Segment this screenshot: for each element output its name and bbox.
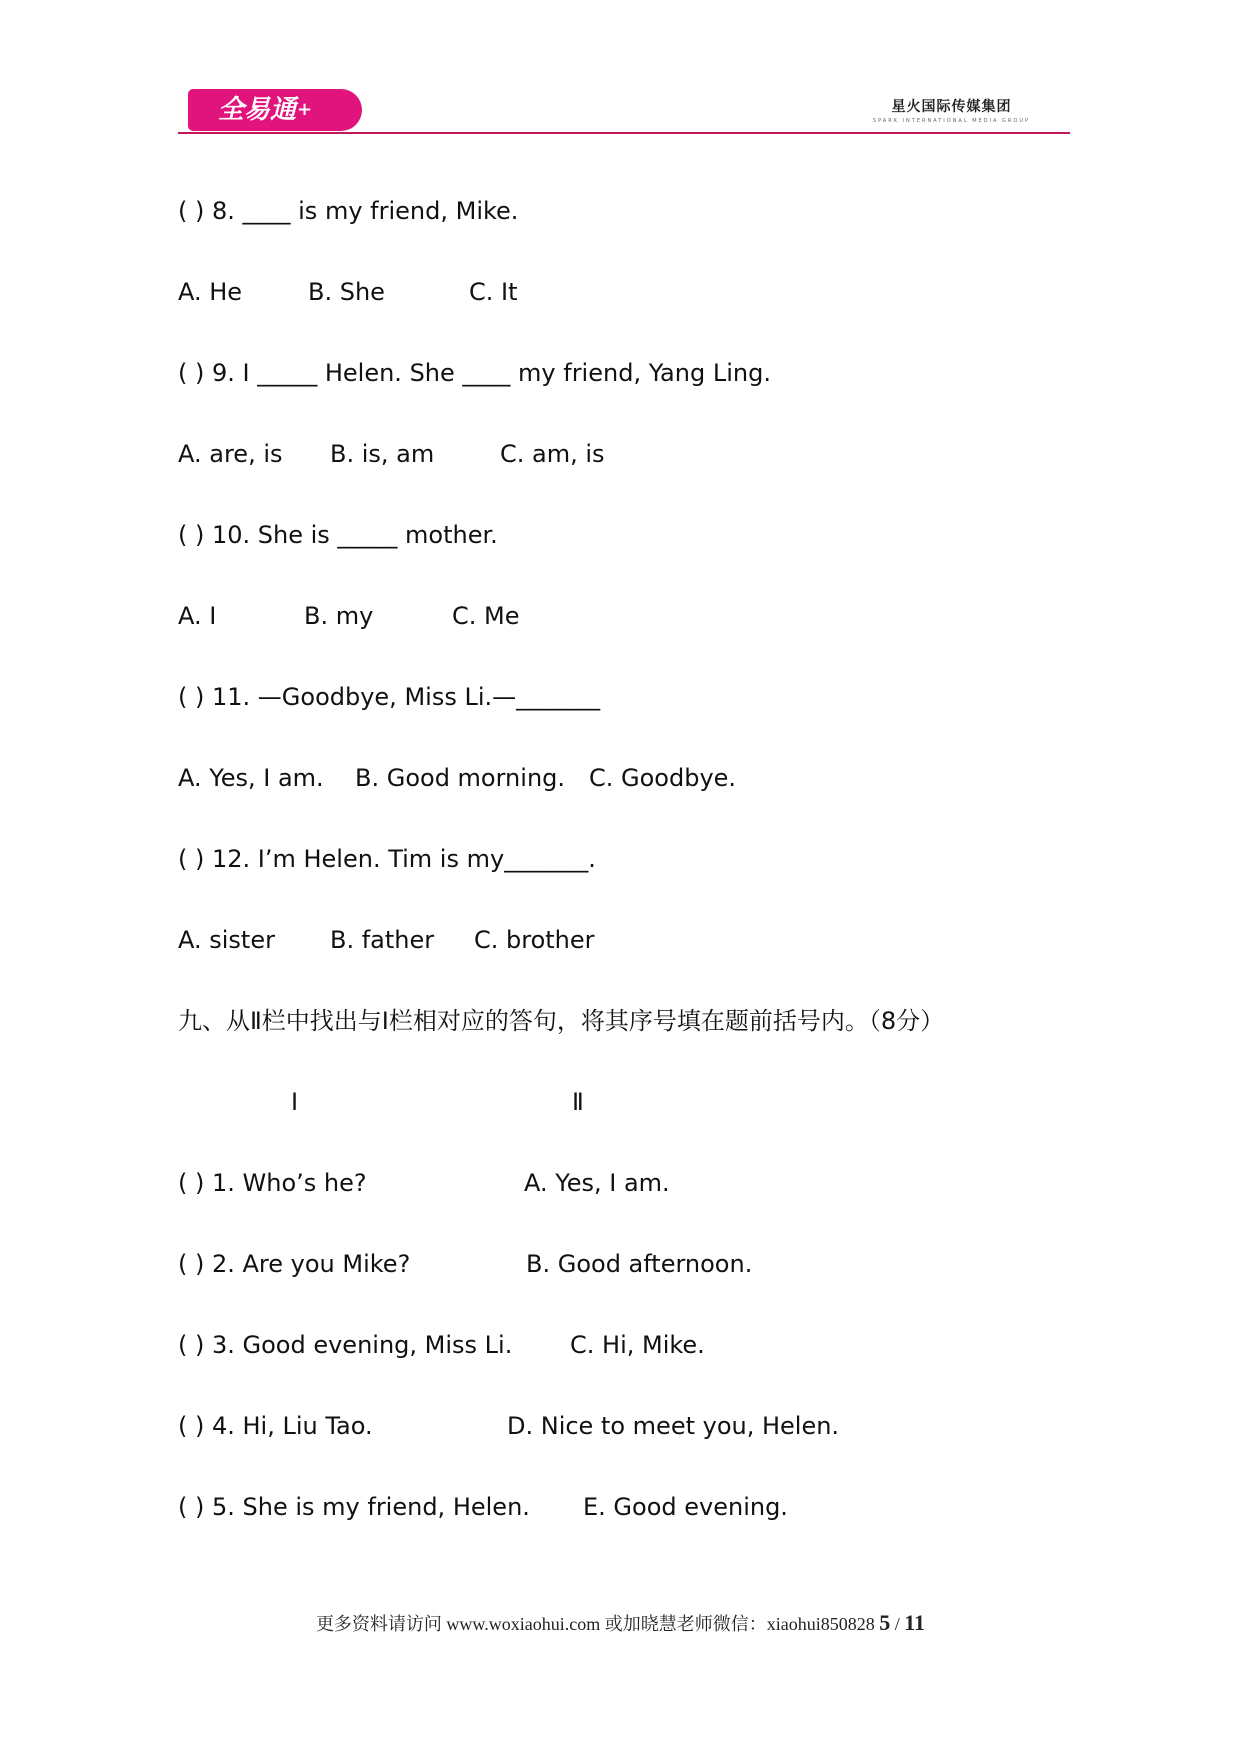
column-headers — [178, 1087, 778, 1117]
page-footer — [0, 1610, 1241, 1636]
question-11-options — [178, 763, 878, 793]
match-left: ( ) 1. Who’s he? — [178, 1169, 367, 1197]
option-b: B. is, am — [330, 440, 435, 468]
logo-plus: + — [297, 99, 313, 120]
option-c: C. It — [469, 278, 518, 306]
option-a: A. I — [178, 602, 217, 630]
question-12-stem: ( ) 12. I’m Helen. Tim is my_______. — [178, 845, 596, 873]
brand-logo — [188, 89, 362, 131]
match-right: B. Good afternoon. — [526, 1250, 753, 1278]
option-a: A. Yes, I am. — [178, 764, 324, 792]
match-row — [178, 1168, 978, 1198]
publisher-name-en: SPARK INTERNATIONAL MEDIA GROUP — [872, 118, 1030, 124]
match-left: ( ) 5. She is my friend, Helen. — [178, 1493, 530, 1521]
question-12-options — [178, 925, 778, 955]
footer-text: 更多资料请访问 www.woxiaohui.com 或加晓慧老师微信：xiaohui850828 — [315, 1614, 875, 1634]
page-separator: / — [890, 1614, 905, 1634]
match-left: ( ) 3. Good evening, Miss Li. — [178, 1331, 513, 1359]
match-row — [178, 1249, 978, 1279]
column-1-header: Ⅰ — [291, 1088, 299, 1116]
match-row — [178, 1330, 978, 1360]
match-left: ( ) 2. Are you Mike? — [178, 1250, 411, 1278]
option-a: A. sister — [178, 926, 275, 954]
option-b: B. father — [330, 926, 435, 954]
publisher-brand — [873, 96, 1030, 124]
page-number: 5 — [879, 1610, 891, 1635]
question-9-options — [178, 439, 778, 469]
match-row — [178, 1492, 978, 1522]
match-right: D. Nice to meet you, Helen. — [507, 1412, 840, 1440]
question-8-stem: ( ) 8. ____ is my friend, Mike. — [178, 197, 519, 225]
column-2-header: Ⅱ — [572, 1088, 584, 1116]
question-10-options — [178, 601, 778, 631]
question-11-stem: ( ) 11. —Goodbye, Miss Li.—_______ — [178, 683, 601, 711]
option-b: B. She — [308, 278, 385, 306]
match-right: A. Yes, I am. — [524, 1169, 670, 1197]
option-c: C. Me — [452, 602, 520, 630]
logo-text: 全易通 — [218, 95, 297, 125]
match-row — [178, 1411, 978, 1441]
question-8-options — [178, 277, 778, 307]
match-right: E. Good evening. — [583, 1493, 788, 1521]
page-total: 11 — [904, 1610, 926, 1635]
option-c: C. brother — [474, 926, 595, 954]
section-9-title: 九、从Ⅱ栏中找出与Ⅰ栏相对应的答句，将其序号填在题前括号内。（8分） — [178, 1007, 945, 1035]
option-a: A. are, is — [178, 440, 283, 468]
publisher-name-cn: 星火国际传媒集团 — [891, 99, 1012, 115]
option-c: C. am, is — [500, 440, 605, 468]
match-left: ( ) 4. Hi, Liu Tao. — [178, 1412, 373, 1440]
option-b: B. Good morning. — [355, 764, 566, 792]
page-header — [178, 86, 1070, 136]
question-9-stem: ( ) 9. I _____ Helen. She ____ my friend, Yang Ling. — [178, 359, 771, 387]
option-c: C. Goodbye. — [589, 764, 737, 792]
match-right: C. Hi, Mike. — [570, 1331, 705, 1359]
option-a: A. He — [178, 278, 243, 306]
header-divider — [178, 132, 1070, 134]
question-10-stem: ( ) 10. She is _____ mother. — [178, 521, 498, 549]
option-b: B. my — [304, 602, 374, 630]
